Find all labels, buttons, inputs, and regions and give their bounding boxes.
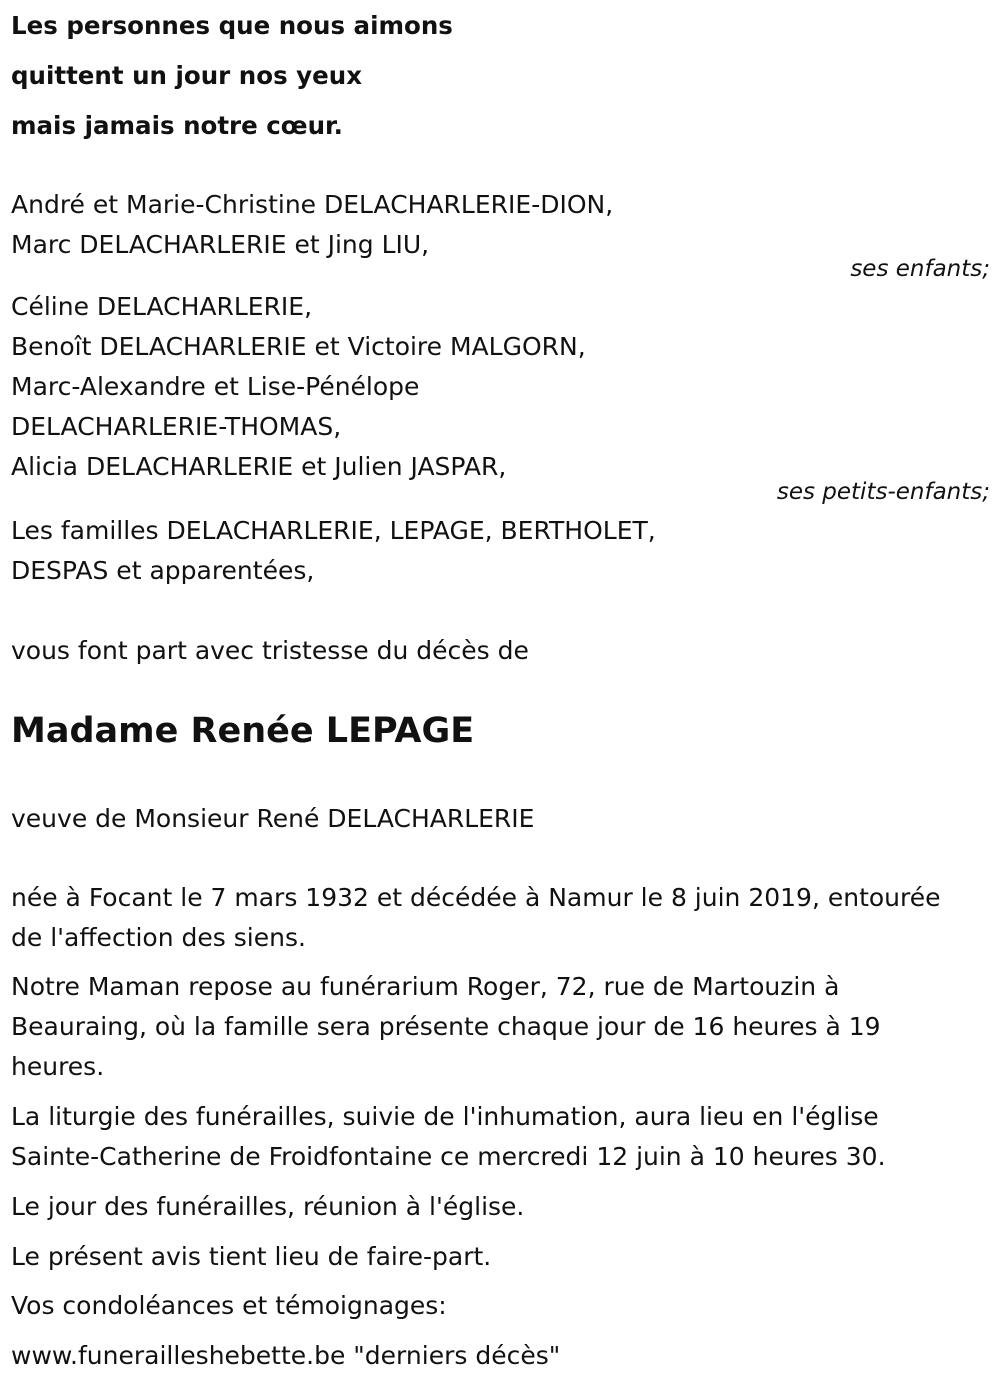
notice-text: Le présent avis tient lieu de faire-part. — [11, 1242, 492, 1271]
repose-line: Notre Maman repose au funérarium Roger, 72, rue de Martouzin à — [11, 972, 840, 1001]
quote-line: mais jamais notre cœur. — [11, 111, 343, 140]
repose-line: Beauraing, où la famille sera présente chaque jour de 16 heures à 19 — [11, 1012, 881, 1041]
grandchildren-line: DELACHARLERIE-THOMAS, — [11, 412, 342, 441]
liturgy-line: Sainte-Catherine de Froidfontaine ce mercredi 12 juin à 10 heures 30. — [11, 1142, 886, 1171]
families-line: Les familles DELACHARLERIE, LEPAGE, BERTHOLET, — [11, 516, 656, 545]
liturgy-line: La liturgie des funérailles, suivie de l'inhumation, aura lieu en l'église — [11, 1102, 879, 1131]
grandchildren-line: Marc-Alexandre et Lise-Pénélope — [11, 372, 420, 401]
website-text: www.funerailleshebette.be "derniers décès" — [11, 1341, 561, 1370]
deceased-name: Madame Renée LEPAGE — [11, 711, 475, 751]
grandchildren-role: ses petits-enfants; — [776, 479, 990, 505]
children-line: André et Marie-Christine DELACHARLERIE-DION, — [11, 190, 614, 219]
repose-line: heures. — [11, 1052, 105, 1081]
announcement-text: vous font part avec tristesse du décès de — [11, 636, 529, 665]
meeting-text: Le jour des funérailles, réunion à l'église. — [11, 1192, 525, 1221]
children-role: ses enfants; — [850, 256, 990, 282]
grandchildren-line: Benoît DELACHARLERIE et Victoire MALGORN, — [11, 332, 586, 361]
grandchildren-line: Alicia DELACHARLERIE et Julien JASPAR, — [11, 452, 507, 481]
grandchildren-line: Céline DELACHARLERIE, — [11, 292, 313, 321]
families-line: DESPAS et apparentées, — [11, 556, 315, 585]
widow-of-text: veuve de Monsieur René DELACHARLERIE — [11, 804, 535, 833]
quote-line: Les personnes que nous aimons — [11, 11, 453, 40]
birth-death-line: née à Focant le 7 mars 1932 et décédée à Namur le 8 juin 2019, entourée — [11, 883, 941, 912]
condolences-text: Vos condoléances et témoignages: — [11, 1291, 447, 1320]
children-line: Marc DELACHARLERIE et Jing LIU, — [11, 230, 430, 259]
quote-line: quittent un jour nos yeux — [11, 61, 363, 90]
birth-death-line: de l'affection des siens. — [11, 923, 306, 952]
